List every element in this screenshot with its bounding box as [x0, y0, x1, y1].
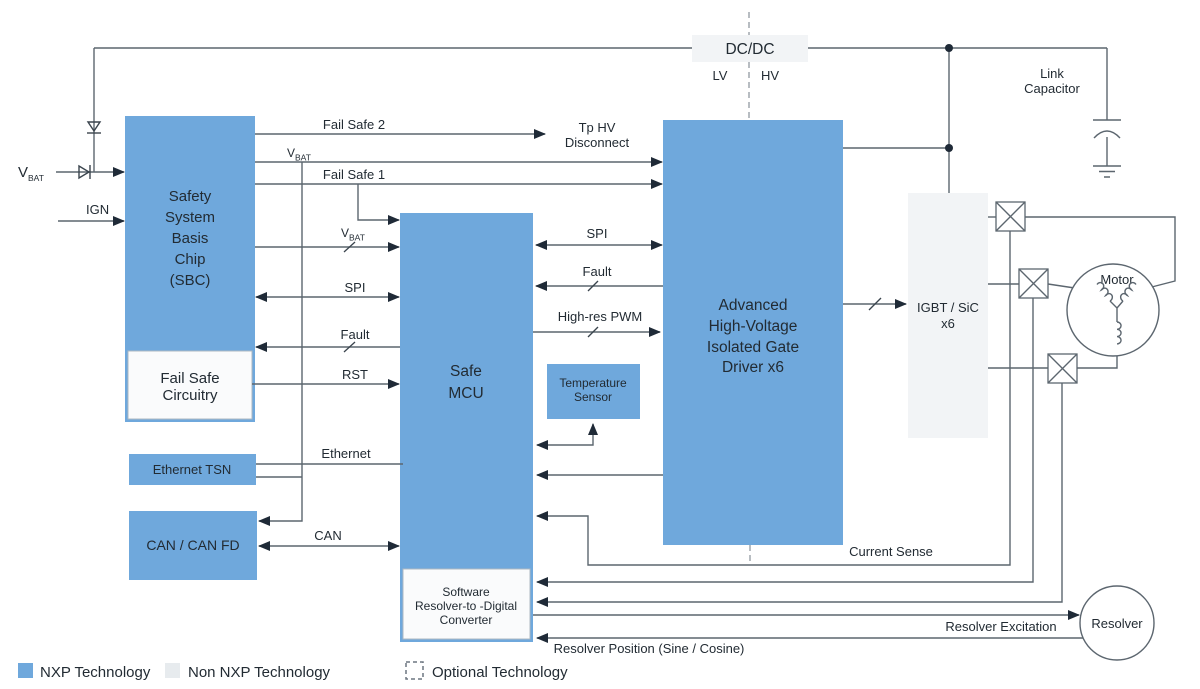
sbc-label-1: Safety [168, 188, 212, 205]
mcu-label-1: Safe [450, 363, 482, 380]
sbc-label-4: Chip [174, 251, 206, 268]
high-res-pwm-label: High-res PWM [557, 309, 643, 324]
fault-right-label: Fault [582, 264, 612, 279]
vbat-mcu-sub: BAT [349, 232, 365, 243]
spi-right-label: SPI [586, 226, 608, 241]
dcdc-hv-label: HV [760, 68, 780, 83]
gate-driver-label-4: Driver x6 [721, 359, 785, 376]
temperature-sensor-label-1: Temperature [559, 376, 627, 390]
link-capacitor-label-1: Link [1040, 66, 1064, 81]
sbc-label-2: System [164, 209, 216, 226]
motor-label: Motor [1100, 272, 1134, 287]
can-block [129, 511, 257, 580]
gate-driver-block [663, 120, 843, 545]
sbc-label-3: Basis [171, 230, 209, 247]
junction-dot-mid [945, 144, 953, 152]
dcdc-lv-label: LV [712, 68, 728, 83]
motor [1067, 264, 1159, 356]
ethernet-label: Ethernet [321, 446, 371, 461]
vbat-mcu-main: V [341, 226, 350, 240]
fail-safe-2-label: Fail Safe 2 [322, 117, 386, 132]
legend-non-nxp-swatch [165, 663, 180, 678]
temperature-sensor-label-2: Sensor [573, 390, 613, 404]
temperature-sensor-block [547, 364, 640, 419]
vbat-sub: BAT [28, 173, 44, 183]
gate-driver-label-3: Isolated Gate [706, 339, 800, 356]
legend-non-nxp-label: Non NXP Technology [188, 664, 331, 681]
sbc-block [125, 116, 255, 422]
legend-nxp-label: NXP Technology [40, 664, 151, 681]
rst-label: RST [342, 367, 368, 382]
software-rdc-label-1: Software [442, 585, 490, 599]
software-rdc-label-2: Resolver-to -Digital [414, 599, 518, 613]
tp-hv-disconnect-label-1: Tp HV [578, 120, 616, 135]
resolver-position-label: Resolver Position (Sine / Cosine) [553, 641, 745, 656]
can-box-label: CAN / CAN FD [146, 537, 240, 553]
resolver-excitation-label: Resolver Excitation [945, 619, 1057, 634]
mcu-block [400, 213, 533, 642]
igbt-sic-block [908, 193, 988, 438]
igbt-sic-label-1: IGBT / SiC [917, 300, 979, 315]
gate-driver-label-1: Advanced [718, 297, 788, 314]
junction-dot-top [945, 44, 953, 52]
spi-left-label: SPI [344, 280, 366, 295]
vbat-main: V [18, 164, 29, 181]
fault-left-label: Fault [340, 327, 370, 342]
fail-safe-1-label: Fail Safe 1 [322, 167, 386, 182]
current-sense-label: Current Sense [849, 544, 933, 559]
ethernet-tsn-label: Ethernet TSN [152, 462, 232, 477]
igbt-sic-label-2: x6 [941, 316, 955, 331]
can-label: CAN [314, 528, 342, 543]
vbat-rail-sub: BAT [295, 152, 311, 163]
resolver-label: Resolver [1091, 616, 1143, 631]
software-rdc-label-3: Converter [439, 613, 493, 627]
legend [18, 662, 568, 681]
dcdc-label: DC/DC [725, 41, 775, 58]
fail-safe-circuitry-label-2: Circuitry [162, 387, 218, 404]
ign-label: IGN [86, 202, 110, 217]
sbc-label-5: (SBC) [169, 272, 211, 289]
legend-optional-label: Optional Technology [432, 664, 568, 681]
legend-nxp-swatch [18, 663, 33, 678]
gate-driver-label-2: High-Voltage [708, 318, 798, 335]
ethernet-tsn-block [129, 454, 256, 485]
tp-hv-disconnect-label-2: Disconnect [564, 135, 630, 150]
mcu-label-2: MCU [448, 385, 484, 402]
link-capacitor-label-2: Capacitor [1024, 81, 1080, 96]
vbat-rail-main: V [287, 146, 296, 160]
fail-safe-circuitry-label-1: Fail Safe [160, 370, 220, 387]
